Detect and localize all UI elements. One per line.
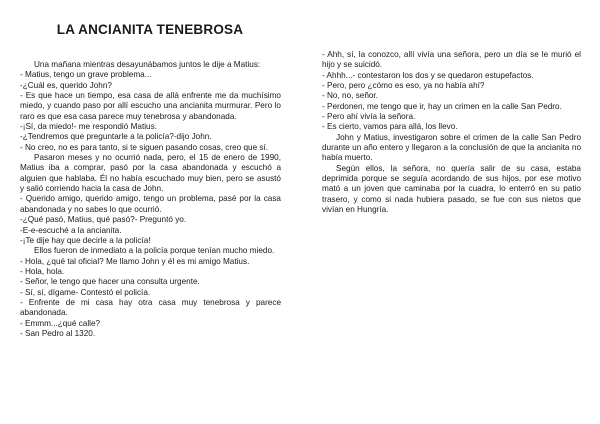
paragraph: -¿Tendremos que preguntarle a la policía?-dijo John. bbox=[20, 132, 212, 142]
paragraph: - Es cierto, vamos para allá, los llevo. bbox=[322, 122, 458, 132]
paragraph: -¿Cuál es, querido John? bbox=[20, 80, 112, 90]
paragraph: - No, no, señor. bbox=[322, 91, 378, 101]
paragraph: - Emmm...¿qué calle? bbox=[20, 318, 101, 328]
paragraph: - Hola, hola. bbox=[20, 266, 65, 276]
paragraph: - Matius, tengo un grave problema... bbox=[20, 70, 152, 80]
paragraph: - Pero, pero ¿cómo es eso, ya no había ahí? bbox=[322, 81, 485, 91]
paragraph: - Señor, le tengo que hacer una consulta urgente. bbox=[20, 277, 200, 287]
paragraph: - Ahhh...- contestaron los dos y se quedaron estupefactos. bbox=[322, 70, 534, 80]
paragraph: - Perdonen, me tengo que ir, hay un crimen en la calle San Pedro. bbox=[322, 101, 562, 111]
paragraph: - Hola, ¿qué tal oficial? Me llamo John y él es mi amigo Matius. bbox=[20, 256, 250, 266]
paragraph: John y Matius, investigaron sobre el crimen de la calle San Pedro durante un año entero y llegaron a la conclusión de que la ancianita no había muerto. bbox=[322, 132, 581, 163]
paragraph: - Sí, sí, dígame- Contestó el policía. bbox=[20, 287, 151, 297]
paragraph: -¿Qué pasó, Matius, qué pasó?- Preguntó yo. bbox=[20, 215, 187, 225]
paragraph: - Ahh, sí, la conozco, allí vivía una señora, pero un día se le murió el hijo y se suicidó. bbox=[322, 50, 581, 70]
paragraph: Pasaron meses y no ocurrió nada, pero, el 15 de enero de 1990, Matius iba a comprar, pasó por la casa abandonada y escuchó a alguien que hablaba. Él no había escuchado muy bien, pero se asustó y salió corriendo hacia la casa de John. bbox=[20, 153, 281, 194]
paragraph: Ellos fueron de inmediato a la policía porque tenían mucho miedo. bbox=[34, 246, 275, 256]
paragraph: - San Pedro al 1320. bbox=[20, 328, 96, 338]
paragraph: Según ellos, la señora, no quería salir de su casa, estaba deprimida porque se seguía acordando de sus hijos, por ese motivo mató a un joven que caminaba por la cuadra, lo enterró en su patio trasero, y como si nada hubiera pasado, se fue con sus nietos que vivían en Hungría. bbox=[322, 163, 581, 215]
paragraph: - No creo, no es para tanto, si te siguen pasando cosas, creo que sí. bbox=[20, 142, 269, 152]
paragraph: -¡Sí, da miedo!- me respondió Matius. bbox=[20, 122, 157, 132]
right-column bbox=[322, 50, 581, 216]
left-column bbox=[20, 60, 281, 339]
story-title: LA ANCIANITA TENEBROSA bbox=[56, 22, 244, 37]
paragraph: - Pero ahí vivía la señora. bbox=[322, 112, 416, 122]
paragraph: - Enfrente de mi casa hay otra casa muy tenebrosa y parece abandonada. bbox=[20, 297, 281, 318]
paragraph: Una mañana mientras desayunábamos juntos le dije a Matius: bbox=[34, 60, 261, 69]
paragraph: -¡Te dije hay que decirle a la policía! bbox=[20, 235, 151, 245]
paragraph: - Es que hace un tiempo, esa casa de allá enfrente me da muchísimo miedo, y cuando paso por allí escucho una ancianita murmurar. Pero lo raro es que esa casa parece muy tenebrosa y abandonada. bbox=[20, 91, 281, 121]
paragraph: -E-e-escuché a la ancianita. bbox=[20, 225, 122, 235]
paragraph: - Querido amigo, querido amigo, tengo un problema, pasé por la casa abandonada y no sabes lo que ocurrió. bbox=[20, 194, 281, 214]
